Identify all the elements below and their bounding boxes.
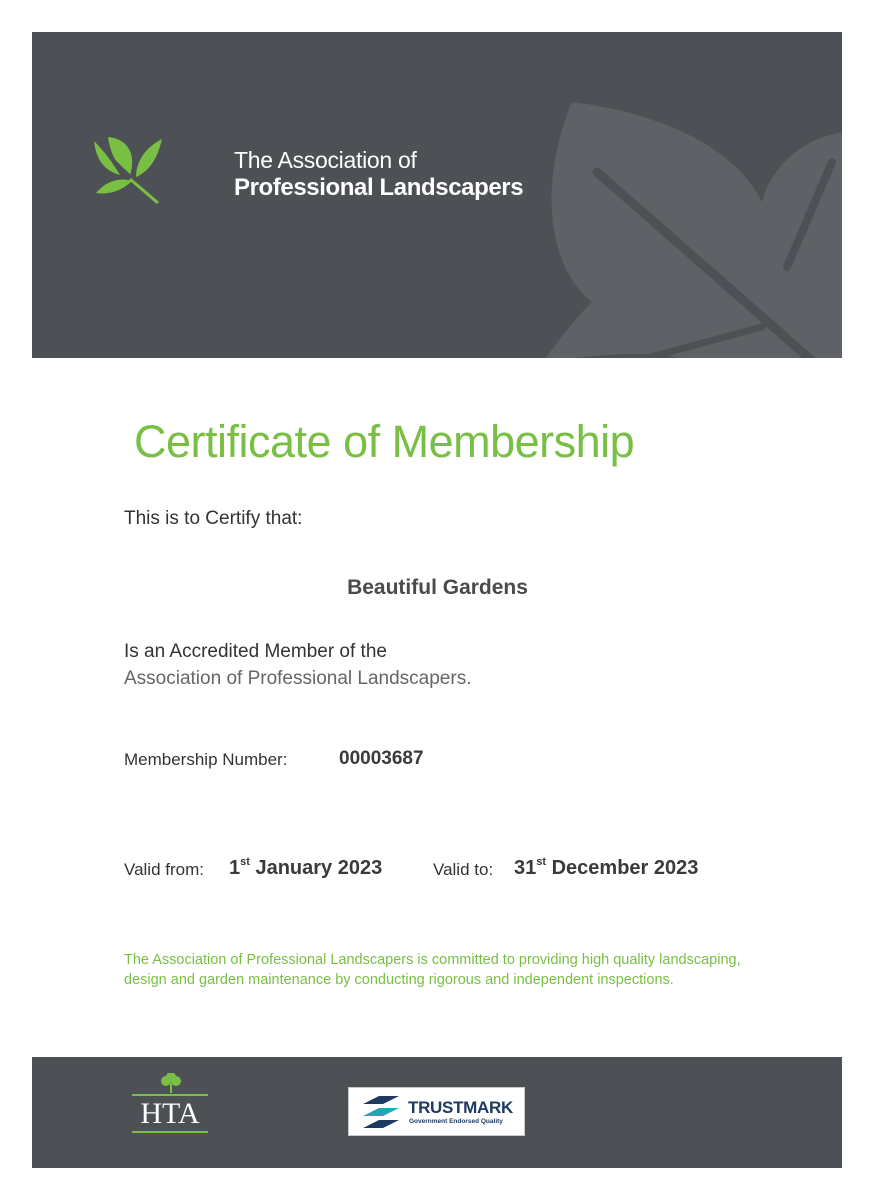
membership-number: 00003687 — [339, 748, 424, 769]
valid-from-month-year: January 2023 — [255, 857, 383, 879]
association-logo — [92, 135, 524, 210]
header-panel — [32, 32, 842, 358]
member-name: Beautiful Gardens — [347, 576, 528, 599]
valid-from-date — [229, 857, 382, 880]
trustmark-logo-icon — [359, 1094, 403, 1130]
hta-bottom-rule — [132, 1131, 208, 1133]
certificate-title: Certificate of Membership — [134, 416, 635, 467]
trustmark-name: TRUSTMARK — [408, 1098, 513, 1117]
hta-logo — [132, 1073, 212, 1135]
brand-line-1: The Association of — [234, 147, 417, 173]
valid-from-suffix: st — [240, 856, 250, 868]
valid-to-suffix: st — [536, 856, 547, 868]
leaf-logo-icon — [92, 135, 168, 205]
accredited-line-2: Association of Professional Landscapers. — [124, 668, 472, 689]
hta-top-rule — [132, 1094, 208, 1096]
background-leaf-icon — [532, 92, 842, 358]
valid-to-date — [514, 857, 698, 880]
trustmark-tagline: Government Endorsed Quality — [409, 1118, 503, 1125]
valid-to-day: 31 — [514, 857, 537, 879]
certify-text: This is to Certify that: — [124, 508, 303, 529]
trustmark-logo — [348, 1087, 525, 1136]
valid-from-day: 1 — [229, 857, 241, 879]
hta-text: HTA — [140, 1097, 200, 1130]
footer-panel — [32, 1057, 842, 1168]
shamrock-icon — [159, 1073, 183, 1093]
brand-line-2: Professional Landscapers — [234, 174, 524, 201]
valid-from-label: Valid from: — [124, 860, 204, 879]
membership-number-label: Membership Number: — [124, 750, 288, 769]
commitment-statement: The Association of Professional Landscapers is committed to providing high quality landscaping, design and garden maintenance by conducting rigorous and independent inspections. — [124, 952, 741, 988]
valid-to-label: Valid to: — [433, 860, 494, 879]
valid-to-month-year: December 2023 — [551, 857, 699, 879]
accredited-line-1: Is an Accredited Member of the — [124, 641, 387, 662]
